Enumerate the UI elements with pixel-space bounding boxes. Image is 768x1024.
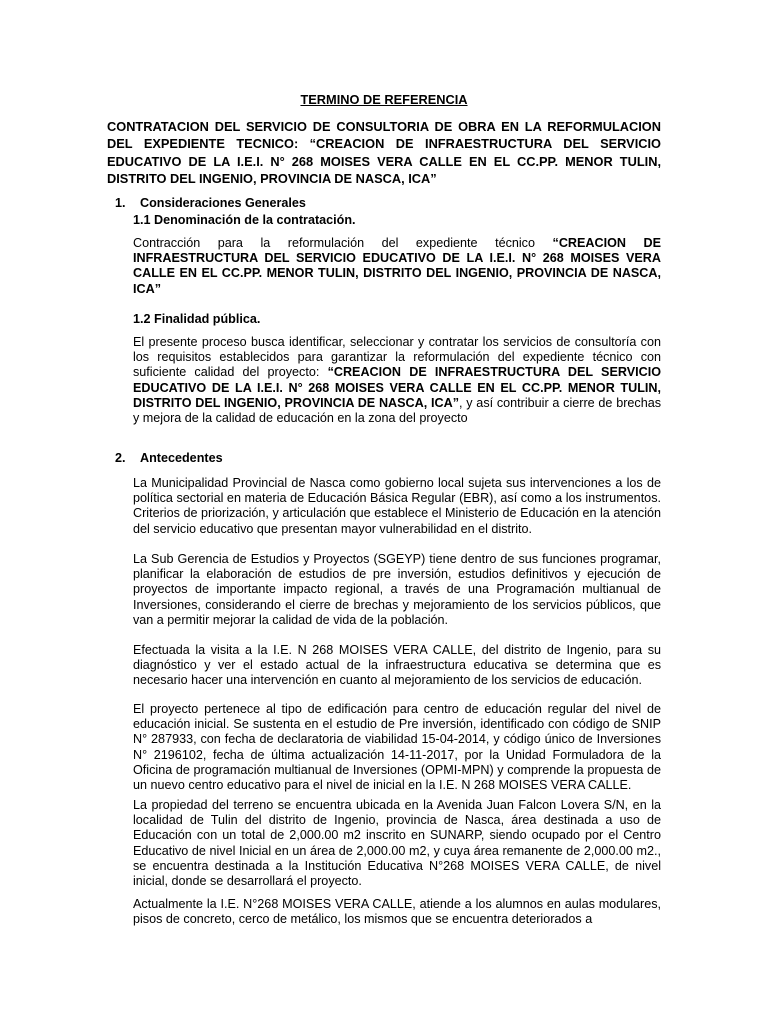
antecedentes-paragraph-1: La Municipalidad Provincial de Nasca como gobierno local sujeta sus intervenciones a los de política sectorial en materia de Educación Básica Regular (EBR), así como a los instrumentos. Criterios de priorización, y articulación que establece el Ministerio de Educación en la atención del servicio educativo que presentan mayor vulnerabilidad en el distrito. xyxy=(133,476,661,536)
section-1-title: Consideraciones Generales xyxy=(140,196,306,210)
main-heading: CONTRATACION DEL SERVICIO DE CONSULTORIA DE OBRA EN LA REFORMULACION DEL EXPEDIENTE TECNICO: “CREACION DE INFRAESTRUCTURA DEL SERVICIO EDUCATIVO DE LA I.E.I. N° 268 MOISES VERA CALLE EN EL CC.PP. MENOR TULIN, DISTRITO DEL INGENIO, PROVINCIA DE NASCA, ICA” xyxy=(107,119,661,187)
antecedentes-paragraph-3: Efectuada la visita a la I.E. N 268 MOISES VERA CALLE, del distrito de Ingenio, para su diagnóstico y ver el estado actual de la infraestructura educativa se determina que es necesario hacer una intervención en cuanto al mejoramiento de los servicios de educación. xyxy=(133,643,661,688)
section-2-heading xyxy=(107,451,661,466)
subsection-1-1-project-name: “CREACION DE INFRAESTRUCTURA DEL SERVICIO EDUCATIVO DE LA I.E.I. N° 268 MOISES VERA CALLE EN EL CC.PP. MENOR TULIN, DISTRITO DEL INGENIO, PROVINCIA DE NASCA, ICA” xyxy=(133,236,662,296)
subsection-1-1-plain: Contracción para la reformulación del expediente técnico xyxy=(133,236,535,250)
antecedentes-paragraph-4: El proyecto pertenece al tipo de edificación para centro de educación regular del nivel de educación inicial. Se sustenta en el estudio de Pre inversión, identificado con código de SNIP N° 287933, con fecha de declaratoria de viabilidad 15-04-2014, y código único de Inversiones N° 2196102, fecha de última actualización 14-11-2017, por la Unidad Formuladora de la Oficina de programación multianual de Inversiones (OPMI-MPN) y comprende la propuesta de un nuevo centro educativo para el nivel de inicial en la I.E. N 268 MOISES VERA CALLE. xyxy=(133,702,661,793)
subsection-1-1-text xyxy=(133,236,661,297)
section-2-title: Antecedentes xyxy=(140,451,223,465)
section-2-number: 2. xyxy=(115,451,126,465)
subsection-1-2-plain-b: , y así contribuir a cierre de brechas y mejora de la calidad de educación en la zona del proyecto xyxy=(133,395,661,426)
section-1-number: 1. xyxy=(115,196,126,210)
section-1-heading xyxy=(107,196,661,211)
subsection-1-1-title: 1.1 Denominación de la contratación. xyxy=(133,213,356,227)
subsection-1-2-plain-a: El presente proceso busca identificar, seleccionar y contratar los servicios de consultoría con los requisitos establecidos para garantizar la reformulación del expediente técnico con suficiente calidad del proyecto: xyxy=(133,335,661,380)
antecedentes-paragraph-6: Actualmente la I.E. N°268 MOISES VERA CALLE, atiende a los alumnos en aulas modulares, pisos de concreto, cerco de metálico, los mismos que se encuentra deteriorados a xyxy=(133,897,661,927)
antecedentes-paragraph-2: La Sub Gerencia de Estudios y Proyectos (SGEYP) tiene dentro de sus funciones programar, planificar la elaboración de estudios de pre inversión, estudios definitivos y ejecución de proyectos de importante impacto regional, a través de una Programación multianual de Inversiones, considerando el cierre de brechas y mejoramiento de los servicios públicos, que van a permitir mejorar la calidad de vida de la población. xyxy=(133,552,661,627)
subsection-1-2-title: 1.2 Finalidad pública. xyxy=(133,312,261,326)
antecedentes-paragraph-5: La propiedad del terreno se encuentra ubicada en la Avenida Juan Falcon Lovera S/N, en la localidad de Tulin del distrito de Ingenio, provincia de Nasca, área destinada a uso de Educación con un total de 2,000.00 m2 inscrito en SUNARP, siendo ocupado por el Centro Educativo de nivel Inicial en un área de 2,000.00 m2, y cuya área remanente de 2,000.00 m2., se encuentra destinada a la Institución Educativa N°268 MOISES VERA CALLE, de nivel inicial, donde se desarrollará el proyecto. xyxy=(133,798,661,889)
subsection-1-2-text xyxy=(133,335,661,426)
subsection-1-2-project-name: “CREACION DE INFRAESTRUCTURA DEL SERVICIO EDUCATIVO DE LA I.E.I. N° 268 MOISES VERA CALLE EN EL CC.PP. MENOR TULIN, DISTRITO DEL INGENIO, PROVINCIA DE NASCA, ICA” xyxy=(133,365,662,410)
document-title: TERMINO DE REFERENCIA xyxy=(300,92,468,107)
